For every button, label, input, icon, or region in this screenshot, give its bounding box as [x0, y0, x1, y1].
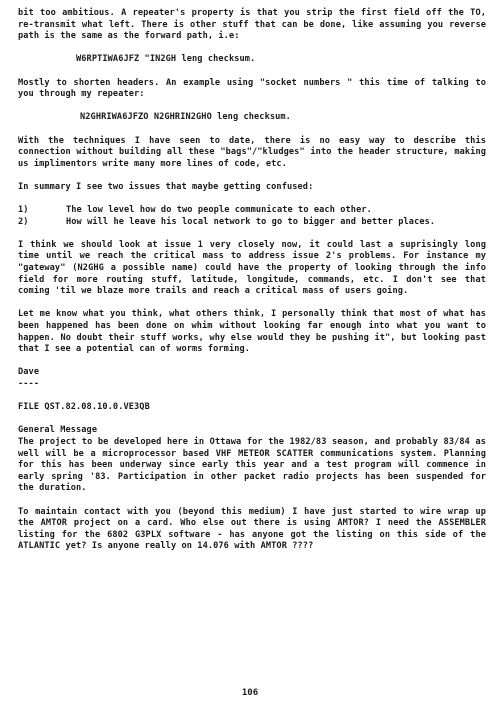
- paragraph-summary: In summary I see two issues that maybe getting confused:: [18, 181, 314, 192]
- file-header: FILE QST.82.08.10.0.VE3QB: [18, 402, 150, 413]
- paragraph-repeater-property: bit too ambitious. A repeater's property is that you strip the first field off the TO, re-transmit what left. There is other stuff that can be done, like assuming you reverse path is the same as the forward path, i.e:: [18, 8, 486, 42]
- example-header-1: W6RPTIWA6JFZ "IN2GH leng checksum.: [76, 54, 256, 65]
- paragraph-issue-one: I think we should look at issue 1 very closely now, it could last a suprisingly long time until we reach the critical mass to address issue 2's problems. For instance my "gateway" (N2GHG a possible name) could have the property of looking through the info field for more routing stuff, latitude, longitude, commands, etc. I don't see that coming 'til we blaze more trails and reach a critical mass of users going.: [18, 239, 486, 297]
- paragraph-ottawa-project: The project to be developed here in Ottawa for the 1982/83 season, and probably 83/84 as well will be a microprocessor based VHF METEOR SCATTER communications system. Planning for this has been underway since early this year and a test program will commence in early spring '83. Participation in other packet radio projects has been suspended for the duration.: [18, 436, 486, 494]
- paragraph-techniques: With the techniques I have seen to date, there is no easy way to describe this connection without building all these "bags"/"kludges" into the header structure, making us implimentors write many more lines of code, etc.: [18, 135, 486, 169]
- paragraph-let-me-know: Let me know what you think, what others think, I personally think that most of what has been happened has been done on whim without looking far enough into what you want to happen. No doubt their stuff works, why else would they be pushing it", but looking past that I see a potential can of worms forming.: [18, 309, 486, 355]
- document-page: [18, 8, 486, 565]
- signature-name: Dave: [18, 367, 40, 378]
- paragraph-amtor: To maintain contact with you (beyond this medium) I have just started to wire wrap up the AMTOR project on a card. Who else out there is using AMTOR? I need the ASSEMBLER listing for the 6802 G3PLX software - has anyone got the listing on this side of the ATLANTIC yet? Is anyone really on 14.076 with AMTOR ????: [18, 506, 486, 552]
- paragraph-shorten-headers: Mostly to shorten headers. An example using "socket numbers " this time of talking to you through my repeater:: [18, 77, 486, 100]
- list-item-number: 2): [18, 216, 29, 227]
- page-number: 106: [241, 688, 259, 698]
- section-title: General Message: [18, 425, 98, 436]
- list-item-number: 1): [18, 205, 29, 216]
- example-header-2: N2GHRIWA6JFZO N2GHRIN2GHO leng checksum.: [80, 112, 291, 123]
- signature-rule: ----: [18, 379, 40, 389]
- list-item: [18, 217, 486, 229]
- list-item-text: How will he leave his local network to go to bigger and better places.: [66, 216, 436, 227]
- list-item: [18, 205, 486, 217]
- issues-list: [18, 205, 486, 228]
- list-item-text: The low level how do two people communicate to each other.: [66, 205, 372, 216]
